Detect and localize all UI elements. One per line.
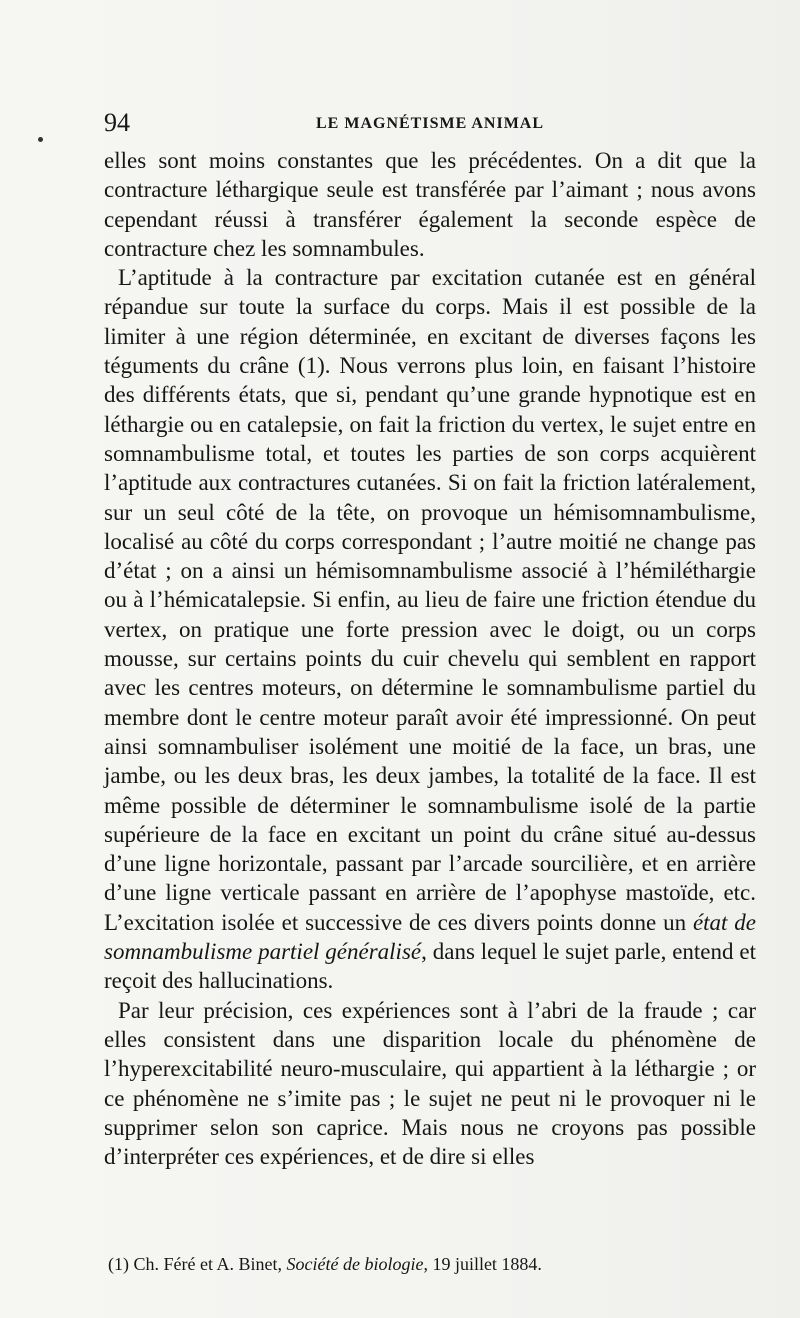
paragraph-2 <box>104 263 756 995</box>
footnote-journal: Société de biologie <box>286 1254 424 1274</box>
footnote-authors: Ch. Féré et A. Binet, <box>133 1254 282 1274</box>
running-title: LE MAGNÉTISME ANIMAL <box>316 115 545 132</box>
footnote-marker: (1) <box>108 1254 129 1274</box>
page-number: 94 <box>104 108 130 137</box>
margin-dot <box>38 137 43 142</box>
footnote <box>104 1252 756 1276</box>
paragraph-2-text: L’aptitude à la contracture par excitation cutanée est en général répandue sur toute la surface du corps. Mais il est possible de la limiter à une région déterminée, en excitant de diverses façons les téguments du crâne (1). Nous verrons plus loin, en faisant l’histoire des différents états, que si, pendant qu’une grande hypnotique est en léthargie ou en catalepsie, on fait la friction du vertex, le sujet entre en somnambulisme total, et toutes les parties de son corps acquièrent l’aptitude aux contractures cutanées. Si on fait la friction latéralement, sur un seul côté de la tête, on provoque un hémisomnambulisme, localisé au côté du corps correspondant ; l’autre moitié ne change pas d’état ; on a ainsi un hémisomnambulisme associé à l’hémiléthargie ou à l’hémicatalepsie. Si enfin, au lieu de faire une friction étendue du vertex, on pratique une forte pression avec le doigt, ou un corps mousse, sur certains points du cuir chevelu qui semblent en rapport avec les centres moteurs, on détermine le somnambulisme partiel du membre dont le centre moteur paraît avoir été impressionné. On peut ainsi somnambuliser isolément une moitié de la face, un bras, une jambe, ou les deux bras, les deux jambes, la totalité de la face. Il est même possible de déterminer le somnambulisme isolé de la partie supérieure de la face en excitant un point du crâne situé au-dessus d’une ligne horizontale, passant par l’arcade sourcilière, et en arrière d’une ligne verticale passant en arrière de l’apophyse mastoïde, etc. L’excitation isolée et successive de ces divers points donne un <box>104 265 756 935</box>
paragraph-1: elles sont moins constantes que les précédentes. On a dit que la contracture léthargique seule est transférée par l’aimant ; nous avons cependant réussi à transférer également la seconde espèce de contracture chez les somnambules. <box>104 148 756 261</box>
paragraph-2-italic: état de somnambulisme partiel généralisé <box>104 909 756 965</box>
body-text <box>104 146 756 1171</box>
paragraph-2-text-after: , dans lequel le sujet parle, entend et reçoit des hallucinations. <box>104 939 756 994</box>
paragraph-3: Par leur précision, ces expériences sont à l’abri de la fraude ; car elles consistent dans une disparition locale du phénomène de l’hyperexcitabilité neuro-musculaire, qui appartient à la léthargie ; or ce phénomène ne s’imite pas ; le sujet ne peut ni le provoquer ni le supprimer selon son caprice. Mais nous ne croyons pas possible d’interpréter ces expériences, et de dire si elles <box>104 997 756 1170</box>
page-header <box>104 108 764 138</box>
footnote-date: , 19 juillet 1884. <box>423 1254 542 1274</box>
